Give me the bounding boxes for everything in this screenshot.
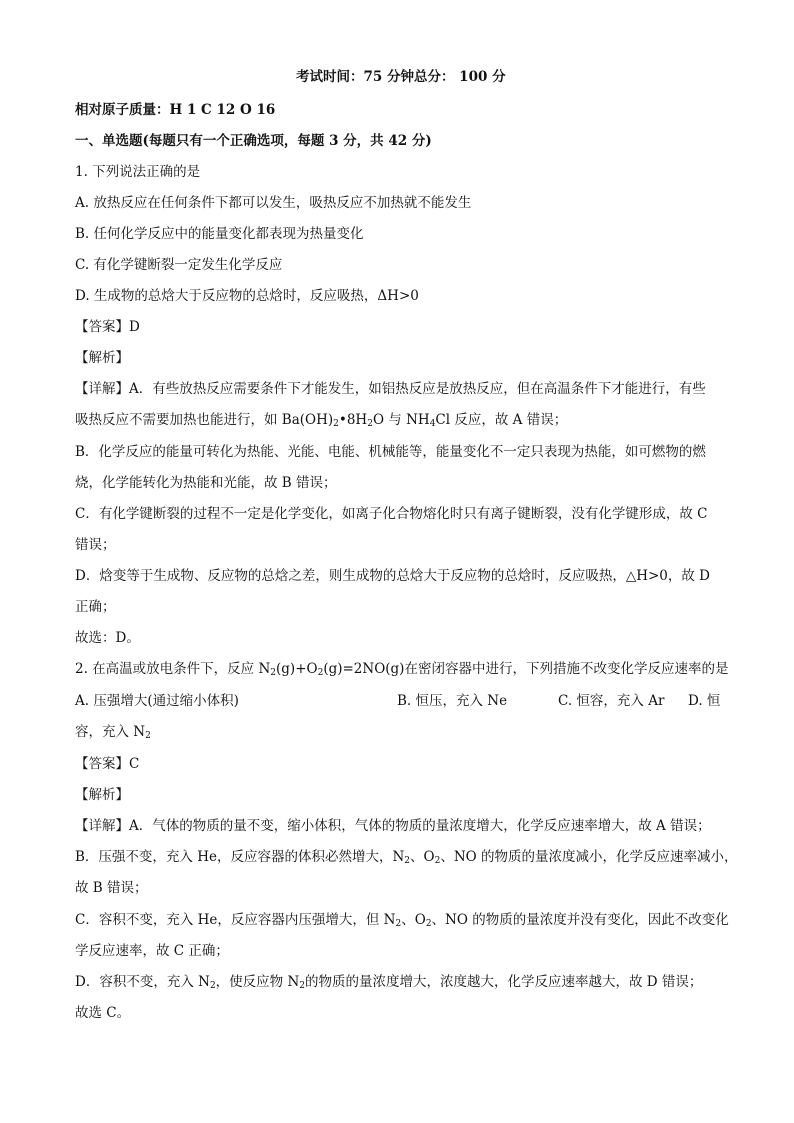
q2-detail-c-line2: 学反应速率，故 C 正确； [75, 943, 229, 959]
q1-answer: 【答案】D [75, 319, 140, 335]
q2-stem: 2. 在高温或放电条件下，反应 $N_2(g)+O_2(g)=2NO(g)$在密闭容器中进行，下列措施不改变化学反应速率的是 [75, 661, 729, 678]
q1-detail-b-line2: 烧，化学能转化为热能和光能，故 B 错误； [75, 475, 337, 491]
q1-detail-b-line1: B．化学反应的能量可转化为热能、光能、电能、机械能等，能量变化不一定只表现为热能，如可燃物的燃 [75, 444, 706, 460]
section-title: 一、单选题(每题只有一个正确选项，每题 3 分，共 42 分) [75, 133, 432, 149]
q2-detail-c-line1: C．容积不变，充入 He，反应容器内压强增大，但 $N_2$、$O_2$、NO 的物质的量浓度并没有变化，因此不改变化 [75, 912, 729, 929]
q2-detail-d-line1: D．容积不变，充入 $N_2$，使反应物 $N_2$的物质的量浓度增大，浓度越大，化学反应速率越大，故 D 错误； [75, 974, 703, 991]
q1-option-a: A. 放热反应在任何条件下都可以发生，吸热反应不加热就不能发生 [75, 195, 472, 211]
atomic-mass-line: 相对原子质量：H 1 C 12 O 16 [75, 102, 276, 118]
q1-conclusion: 故选：D。 [75, 630, 140, 646]
q1-detail-c-line1: C．有化学键断裂的过程不一定是化学变化，如离子化合物熔化时只有离子键断裂，没有化学键形成，故 C [75, 506, 708, 522]
q1-detail-a-line1: 【详解】A．有些放热反应需要条件下才能发生，如铝热反应是放热反应，但在高温条件下才能进行，有些 [75, 381, 706, 397]
q1-analysis-label: 【解析】 [75, 350, 129, 366]
exam-info: 考试时间：75 分钟总分： 100 分 [296, 69, 506, 85]
q1-stem: 1. 下列说法正确的是 [75, 164, 201, 180]
q2-option-a: A. 压强增大(通过缩小体积) [75, 693, 239, 709]
q1-option-b: B. 任何化学反应中的能量变化都表现为热量变化 [75, 226, 364, 242]
q2-conclusion: 故选 C。 [75, 1005, 131, 1021]
q1-option-d: D. 生成物的总焓大于反应物的总焓时，反应吸热，ΔH>0 [75, 288, 419, 304]
q1-detail-a-line2: 吸热反应不需要加热也能进行，如 $Ba(OH)_2•8H_2O$ 与 $NH_4Cl$ 反应，故 A 错误； [75, 412, 568, 429]
q1-detail-c-line2: 错误； [75, 537, 116, 553]
q2-option-c: C. 恒容，充入 Ar [558, 693, 665, 709]
q2-answer: 【答案】C [75, 756, 140, 772]
q1-detail-d-line2: 正确； [75, 599, 116, 615]
q2-analysis-label: 【解析】 [75, 787, 129, 803]
q2-detail-b-line1: B．压强不变，充入 He，反应容器的体积必然增大，$N_2$、$O_2$、NO 的物质的量浓度减小，化学反应速率减小， [75, 849, 738, 866]
q1-option-c: C. 有化学键断裂一定发生化学反应 [75, 257, 283, 273]
q2-option-b: B. 恒压，充入 Ne [397, 693, 508, 709]
q2-option-d-continued: 容，充入 $N_2$ [75, 724, 151, 741]
q2-option-d: D. 恒 [688, 693, 721, 709]
q1-detail-d-line1: D．焓变等于生成物、反应物的总焓之差，则生成物的总焓大于反应物的总焓时，反应吸热，△H>0，故 D [75, 568, 710, 584]
q2-detail-b-line2: 故 B 错误； [75, 880, 148, 896]
q2-detail-a-line1: 【详解】A．气体的物质的量不变，缩小体积，气体的物质的量浓度增大，化学反应速率增大，故 A 错误； [75, 818, 711, 834]
